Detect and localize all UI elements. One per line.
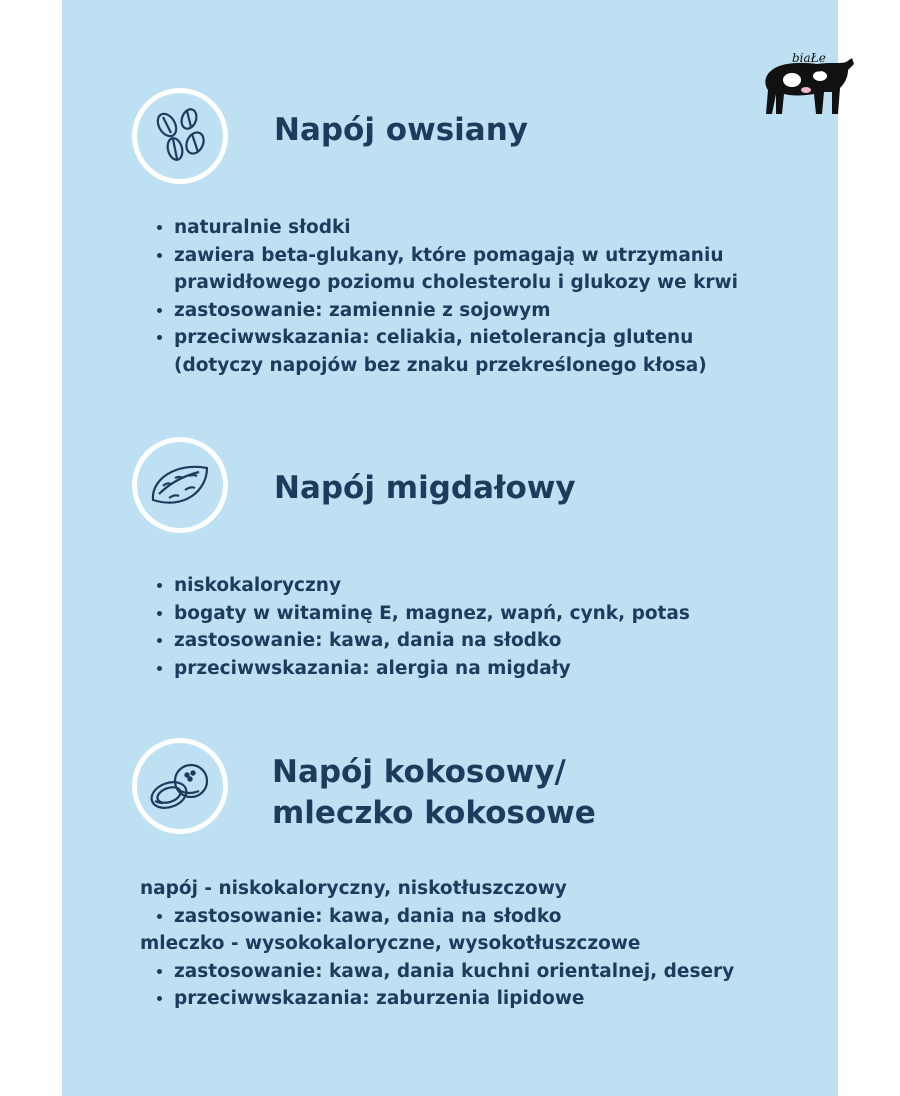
list-item: przeciwwskazania: celiakia, nietolerancja glutenu (dotyczy napojów bez znaku przekreślonego kłosa) — [154, 324, 738, 379]
list-item: zastosowanie: kawa, dania na słodko — [154, 903, 734, 931]
almond-icon — [145, 450, 215, 520]
cow-logo — [762, 50, 856, 116]
almond-heading: Napój migdałowy — [274, 470, 576, 506]
almond-list — [154, 572, 690, 682]
list-item: przeciwwskazania: alergia na migdały — [154, 655, 690, 683]
list-item: zastosowanie: kawa, dania kuchni orientalnej, desery — [154, 958, 734, 986]
coconut-icon — [145, 751, 215, 821]
list-item: naturalnie słodki — [154, 214, 738, 242]
list-item: przeciwwskazania: zaburzenia lipidowe — [154, 985, 734, 1013]
coconut-list — [140, 875, 735, 1013]
list-item: bogaty w witaminę E, magnez, wapń, cynk, potas — [154, 600, 690, 628]
list-item: zastosowanie: zamiennie z sojowym — [154, 297, 738, 325]
svg-text:biaŁe: biaŁe — [792, 51, 826, 65]
oat-grains-icon — [145, 101, 215, 171]
coconut-heading: Napój kokosowy/ mleczko kokosowe — [272, 754, 596, 831]
list-item: napój - niskokaloryczny, niskotłuszczowy — [140, 878, 567, 899]
almond-icon-circle — [132, 437, 228, 533]
oat-heading: Napój owsiany — [274, 112, 528, 148]
infographic-page — [62, 0, 838, 1096]
list-item: niskokaloryczny — [154, 572, 690, 600]
list-item: zastosowanie: kawa, dania na słodko — [154, 627, 690, 655]
list-item: zawiera beta-glukany, które pomagają w utrzymaniu prawidłowego poziomu cholesterolu i glukozy we krwi — [154, 242, 738, 297]
oat-icon-circle — [132, 88, 228, 184]
oat-list — [154, 214, 738, 379]
coconut-icon-circle — [132, 738, 228, 834]
svg-text:KRÓWSTWO: KRÓWSTWO — [796, 68, 821, 73]
list-item: mleczko - wysokokaloryczne, wysokotłuszczowe — [140, 933, 641, 954]
